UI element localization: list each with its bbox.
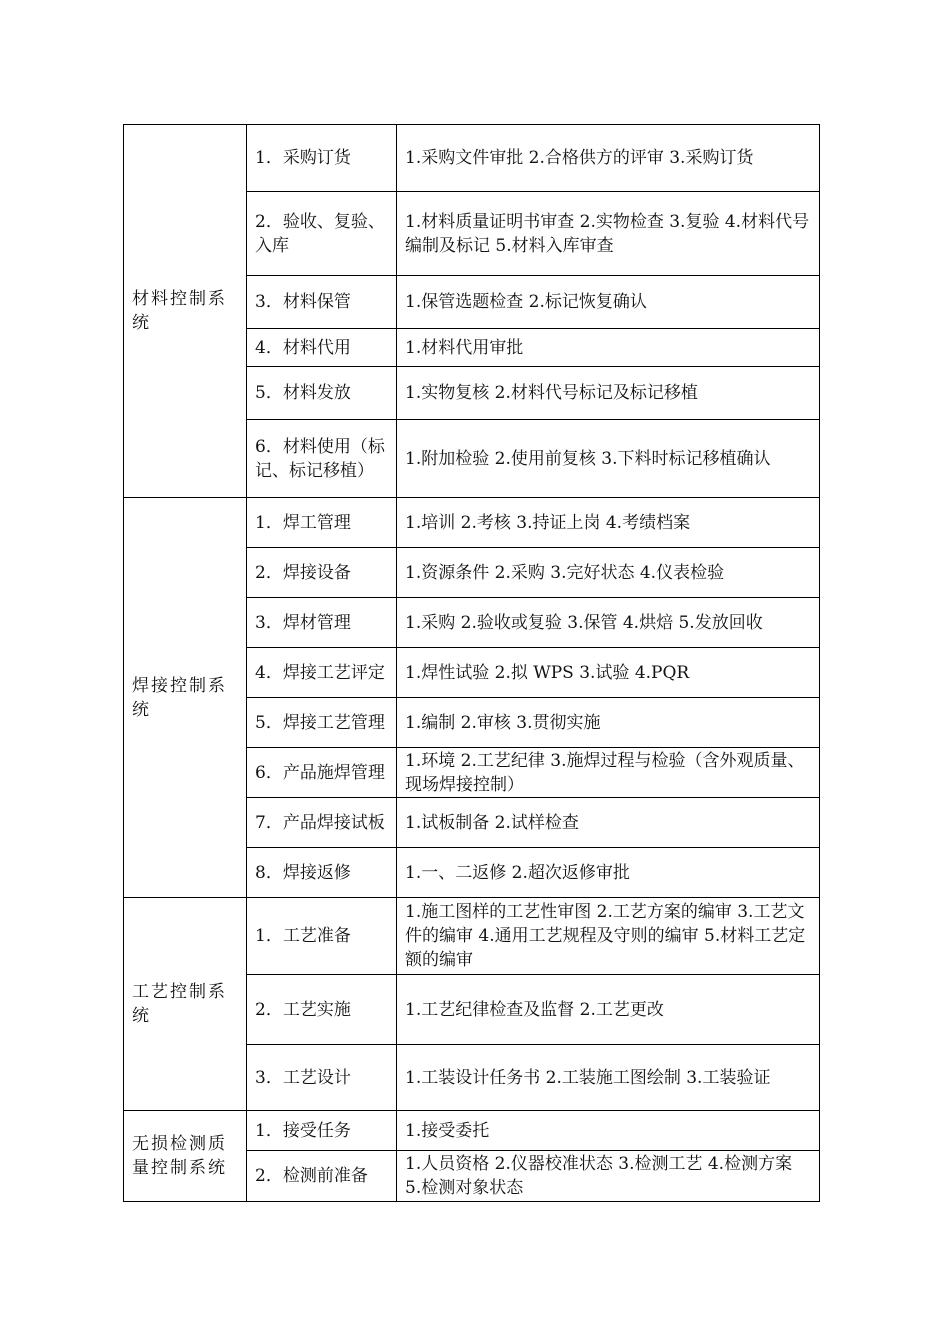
content-cell: 1.工装设计任务书 2.工装施工图绘制 3.工装验证 (397, 1045, 820, 1111)
table-row (124, 125, 820, 192)
content-cell: 1.接受委托 (397, 1111, 820, 1151)
content-cell: 1.编制 2.审核 3.贯彻实施 (397, 698, 820, 748)
item-cell: 8．焊接返修 (247, 848, 397, 898)
item-cell: 5．材料发放 (247, 367, 397, 420)
content-cell: 1.施工图样的工艺性审图 2.工艺方案的编审 3.工艺文件的编审 4.通用工艺规程及守则的编审 5.材料工艺定额的编审 (397, 898, 820, 975)
content-cell: 1.一、二返修 2.超次返修审批 (397, 848, 820, 898)
item-cell: 1．焊工管理 (247, 498, 397, 548)
item-cell: 2．焊接设备 (247, 548, 397, 598)
system-name-ndt: 无损检测质量控制系统 (124, 1111, 247, 1202)
content-cell: 1.采购文件审批 2.合格供方的评审 3.采购订货 (397, 125, 820, 192)
content-cell: 1.培训 2.考核 3.持证上岗 4.考绩档案 (397, 498, 820, 548)
item-cell: 1．接受任务 (247, 1111, 397, 1151)
content-cell: 1.环境 2.工艺纪律 3.施焊过程与检验（含外观质量、现场焊接控制） (397, 748, 820, 798)
content-cell: 1.工艺纪律检查及监督 2.工艺更改 (397, 975, 820, 1045)
content-cell: 1.附加检验 2.使用前复核 3.下料时标记移植确认 (397, 420, 820, 498)
system-name-material: 材料控制系统 (124, 125, 247, 498)
item-cell: 4．材料代用 (247, 329, 397, 367)
content-cell: 1.资源条件 2.采购 3.完好状态 4.仪表检验 (397, 548, 820, 598)
item-cell: 1．工艺准备 (247, 898, 397, 975)
content-cell: 1.焊性试验 2.拟 WPS 3.试验 4.PQR (397, 648, 820, 698)
content-cell: 1.保管选题检查 2.标记恢复确认 (397, 276, 820, 329)
item-cell: 2．检测前准备 (247, 1151, 397, 1202)
quality-control-table (123, 124, 820, 1202)
item-cell: 6．材料使用（标记、标记移植） (247, 420, 397, 498)
item-cell: 4．焊接工艺评定 (247, 648, 397, 698)
system-name-process: 工艺控制系统 (124, 898, 247, 1111)
system-name-welding: 焊接控制系统 (124, 498, 247, 898)
table-row (124, 898, 820, 975)
item-cell: 6．产品施焊管理 (247, 748, 397, 798)
item-cell: 7．产品焊接试板 (247, 798, 397, 848)
item-cell: 3．工艺设计 (247, 1045, 397, 1111)
content-cell: 1.人员资格 2.仪器校准状态 3.检测工艺 4.检测方案 5.检测对象状态 (397, 1151, 820, 1202)
content-cell: 1.试板制备 2.试样检查 (397, 798, 820, 848)
item-cell: 2．工艺实施 (247, 975, 397, 1045)
item-cell: 3．材料保管 (247, 276, 397, 329)
content-cell: 1.材料代用审批 (397, 329, 820, 367)
item-cell: 3．焊材管理 (247, 598, 397, 648)
table-row (124, 498, 820, 548)
item-cell: 1．采购订货 (247, 125, 397, 192)
item-cell: 5．焊接工艺管理 (247, 698, 397, 748)
content-cell: 1.采购 2.验收或复验 3.保管 4.烘焙 5.发放回收 (397, 598, 820, 648)
item-cell: 2．验收、复验、入库 (247, 192, 397, 276)
content-cell: 1.实物复核 2.材料代号标记及标记移植 (397, 367, 820, 420)
content-cell: 1.材料质量证明书审查 2.实物检查 3.复验 4.材料代号编制及标记 5.材料入库审查 (397, 192, 820, 276)
table-row (124, 1111, 820, 1151)
